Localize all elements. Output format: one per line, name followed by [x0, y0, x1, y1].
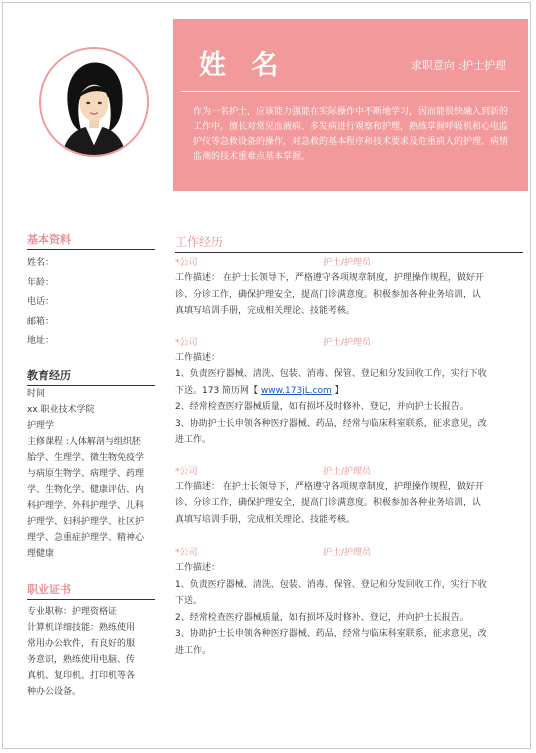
education-line: 胎学、生理学、微生物免疫学 [27, 453, 145, 463]
job-company: *公司 [175, 337, 198, 348]
job-description-line: 2、经常检查医疗器械质量，如有损坏及时修补、登记，并向护士长报告。 [175, 612, 469, 623]
job-company: *公司 [175, 258, 198, 268]
job-description-line: 进工作。 [175, 645, 212, 656]
job-company: *公司 [175, 548, 198, 558]
job-description-line: 2、经常检查医疗器械质量，如有损坏及时修补、登记，并向护士长报告。 [175, 402, 469, 412]
education-line: 理学、急重症护理学、精神心 [27, 533, 145, 543]
work-experience-section [175, 233, 523, 659]
job-header [175, 336, 523, 350]
basic-info-age: 年龄： [27, 277, 55, 288]
job-description-line: 下送。 [175, 596, 203, 606]
website-link[interactable]: www.173jL.com [260, 385, 332, 396]
job-description-line [175, 383, 523, 400]
certificate-line: 专业职称：护理资格证 [27, 607, 118, 617]
job-description-line: 3、协助护士长申领各种医疗器械、药品，经常与临床科室联系，征求意见，改 [175, 418, 487, 429]
job-description-line: 诊、分诊工作，确保护理安全，提高门诊满意度。积极参加各种业务培训，认 [175, 289, 482, 300]
education-title: 教育经历 [27, 367, 155, 386]
education-line: 学、生物化学、健康评估、内 [27, 485, 145, 495]
basic-info-email: 邮箱： [27, 316, 55, 327]
job-description-line: 1、负责医疗器械、清洗、包装、消毒、保管、登记和分发回收工作，实行下收 [175, 579, 487, 590]
education-line: 与病原生物学、病理学、药理 [27, 469, 145, 479]
job-intent: 求职意向 :护士护理 [410, 59, 506, 72]
certificate-line: 计算机详细技能：熟练使用 [27, 623, 136, 633]
job-entry [175, 465, 523, 529]
certificate-title: 职业证书 [27, 581, 155, 600]
job-entry [175, 336, 523, 449]
job-role: 护士/护理员 [323, 258, 372, 268]
job-description-line: 工作描述： [175, 563, 221, 573]
job-entry [175, 546, 523, 659]
job-role: 护士/护理员 [323, 337, 372, 348]
header-divider [181, 91, 520, 92]
candidate-name: 姓 名 [199, 50, 287, 81]
basic-info-section [27, 231, 155, 352]
education-line: xx 职业技术学院 [27, 405, 95, 415]
job-description-line: 进工作。 [175, 435, 212, 445]
certificate-line: 常用办公软件，有良好的服 [27, 639, 136, 649]
job-role: 护士/护理员 [323, 466, 372, 477]
certificate-section [27, 581, 155, 700]
job-entry [175, 256, 523, 320]
job-description-line: 1、负责医疗器械、清洗、包装、消毒、保管、登记和分发回收工作，实行下收 [175, 369, 487, 379]
basic-info-phone: 电话： [27, 297, 55, 307]
certificate-line: 务意识，熟练使用电脑、传 [27, 655, 136, 665]
education-line: 时间 [27, 389, 46, 399]
self-summary: 作为一名护士，应该能力强能在实际操作中不断地学习，因而能很快融入到新的工作中。擅长对常见血液病、多发病进行观察和护理，熟练掌握呼吸机和心电监护仪等急救设备的操作，对急救的基本程序和技术要求及危重病人的护理、病情监测的技术重难点基本掌握。 [193, 107, 509, 162]
job-description-line: 工作描述： 在护士长领导下，严格遵守各项规章制度，护理操作规程，做好开 [175, 481, 484, 492]
education-line: 主修课程 :人体解剖与组织胚 [27, 437, 141, 447]
job-header [175, 465, 523, 479]
resume-page [2, 2, 531, 749]
work-experience-title: 工作经历 [175, 233, 523, 253]
basic-info-name: 姓名： [27, 258, 55, 268]
basic-info-address: 地址： [27, 336, 55, 346]
education-line: 护理学 [27, 421, 55, 431]
job-header [175, 256, 523, 270]
job-description-line: 工作描述： [175, 352, 221, 363]
avatar-illustration [41, 49, 147, 155]
job-company: *公司 [175, 466, 198, 477]
certificate-line: 种办公设备。 [27, 687, 82, 697]
job-description-line: 工作描述： 在护士长领导下，严格遵守各项规章制度，护理操作规程，做好开 [175, 273, 484, 283]
basic-info-title: 基本资料 [27, 231, 155, 250]
link-bracket: 】 [331, 385, 344, 396]
education-section [27, 367, 155, 562]
job-role: 护士/护理员 [323, 548, 372, 558]
job-description-line: 真填写培训手册，完成相关理论、技能考核。 [175, 306, 356, 316]
job-header [175, 546, 523, 560]
education-line: 科护理学、外科护理学、儿科 [27, 501, 145, 511]
education-line: 理健康 [27, 549, 55, 559]
header-banner [173, 19, 528, 191]
job-description-line: 真填写培训手册，完成相关理论、技能考核。 [175, 514, 356, 525]
job-description-text: 下送。173 简历网【 [175, 385, 261, 396]
job-description-line: 3、协助护士长申领各种医疗器械、药品，经常与临床科室联系，征求意见，改 [175, 629, 487, 639]
job-description-line: 诊、分诊工作，确保护理安全，提高门诊满意度。积极参加各种业务培训，认 [175, 498, 482, 508]
certificate-line: 真机、复印机、打印机等各 [27, 671, 136, 681]
avatar [39, 47, 149, 157]
education-line: 护理学、妇科护理学、社区护 [27, 517, 145, 527]
